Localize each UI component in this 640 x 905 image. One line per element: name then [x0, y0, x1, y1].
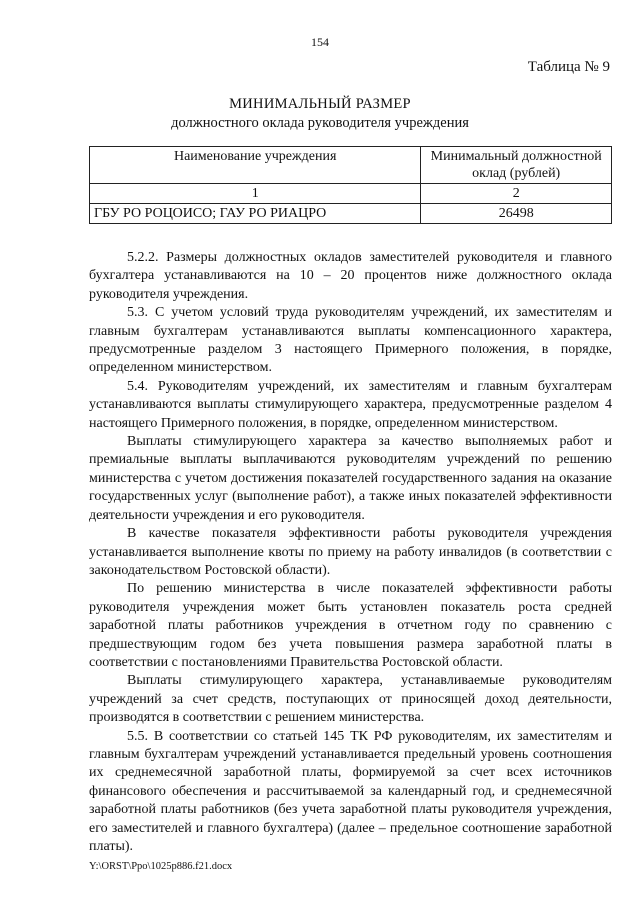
- paragraph-salary-growth: По решению министерства в числе показателей эффективности работы руководителя учреждения может быть установлен показатель роста средней заработной платы работников учреждения в отчетном году по сравнению с предшествующим годом без учета повышения размера заработной платы в соответствии с постановлениями Правительства Ростовской области.: [89, 581, 612, 670]
- paragraph-income-activity: Выплаты стимулирующего характера, устанавливаемые руководителям учреждений за счет средств, поступающих от приносящей доход деятельности, производятся в соответствии с решением министерства.: [89, 673, 612, 726]
- paragraph-bonus-payments: Выплаты стимулирующего характера за качество выполняемых работ и премиальные выплаты выплачиваются руководителям учреждений по решению министерства с учетом достижения показателей государственного задания на оказание государственных услуг (выполнение работ), а также иных показателей эффективности деятельности учреждения и его руководителя.: [89, 434, 612, 523]
- min-salary-cell: 26498: [421, 204, 612, 224]
- table-column-number-row: [90, 184, 612, 204]
- body-text: [89, 249, 612, 856]
- header-institution-name: Наименование учреждения: [90, 147, 421, 184]
- footer-file-path: Y:\ORST\Ppo\1025p886.f21.docx: [89, 861, 233, 872]
- column-number-1: 1: [90, 184, 421, 204]
- paragraph-disability-quota: В качестве показателя эффективности работы руководителя учреждения устанавливается выполнение квоты по приему на работу инвалидов (в соответствии с законодательством Ростовской области).: [89, 526, 612, 578]
- salary-table: [89, 146, 612, 224]
- table-header-row: [90, 147, 612, 184]
- paragraph-5-3: 5.3. С учетом условий труда руководителям учреждений, их заместителям и главным бухгалтерам устанавливаются выплаты компенсационного характера, предусмотренные разделом 3 настоящего Примерного положения, в порядке, определенном министерством.: [89, 305, 612, 376]
- paragraph-5-5: 5.5. В соответствии со статьей 145 ТК РФ руководителям, их заместителям и главным бухгалтерам учреждений устанавливается предельный уровень соотношения их среднемесячной заработной платы, формируемой за счет всех источников финансового обеспечения и рассчитываемой за календарный год, и среднемесячной заработной платы работников (без учета заработной платы руководителя учреждения, его заместителей и главного бухгалтера) (далее – предельное соотношение заработной платы).: [89, 728, 612, 854]
- institution-name-cell: ГБУ РО РОЦОИСО; ГАУ РО РИАЦРО: [90, 204, 421, 224]
- table-row: [90, 204, 612, 224]
- paragraph-5-2-2: 5.2.2. Размеры должностных окладов заместителей руководителя и главного бухгалтера устанавливаются на 10 – 20 процентов ниже должностного оклада руководителя учреждения.: [89, 250, 612, 302]
- header-min-salary: Минимальный должностной оклад (рублей): [421, 147, 612, 184]
- table-label: Таблица № 9: [527, 59, 610, 75]
- page-number: 154: [311, 35, 329, 49]
- paragraph-5-4: 5.4. Руководителям учреждений, их заместителям и главным бухгалтерам устанавливаются выплаты стимулирующего характера, предусмотренные разделом 4 настоящего Примерного положения, в порядке, определенном министерством.: [89, 378, 612, 431]
- table-title: МИНИМАЛЬНЫЙ РАЗМЕР: [229, 96, 411, 112]
- column-number-2: 2: [421, 184, 612, 204]
- table-subtitle: должностного оклада руководителя учреждения: [171, 115, 469, 131]
